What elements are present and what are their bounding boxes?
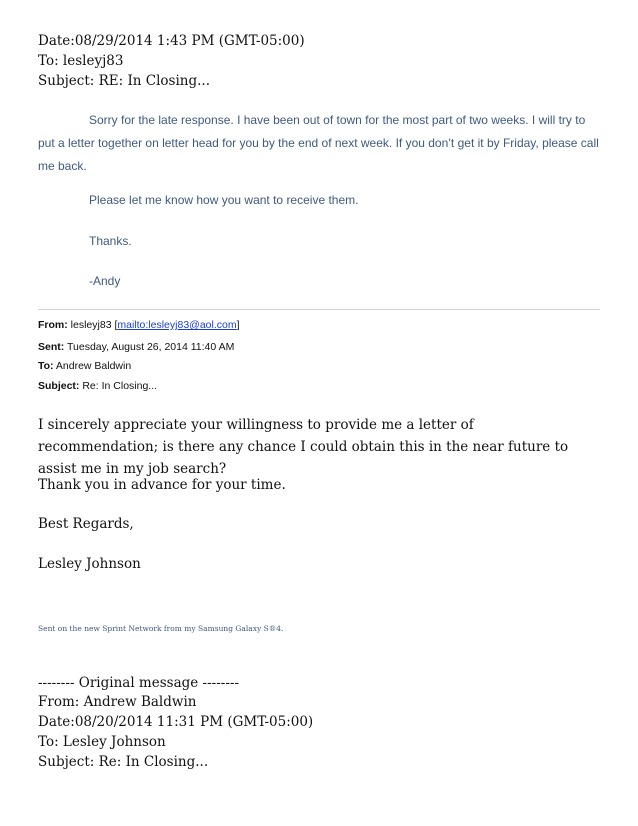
original-subject xyxy=(38,380,157,392)
forwarded-subject: Subject: Re: In Closing... xyxy=(38,754,209,770)
reply-to: To: lesleyj83 xyxy=(38,53,124,69)
original-from-label: From: xyxy=(38,319,68,331)
original-subject-value: Re: In Closing... xyxy=(82,380,158,392)
separator-rule xyxy=(38,309,600,310)
original-to xyxy=(38,360,131,372)
forwarded-from: From: Andrew Baldwin xyxy=(38,694,197,710)
sent-from-device: Sent on the new Sprint Network from my Samsung Galaxy S®4. xyxy=(38,624,284,633)
lesley-paragraph-1: I sincerely appreciate your willingness to provide me a letter of recommendation; is there any chance I could obtain this in the near future to assist me in my job search? xyxy=(38,417,569,477)
original-sent-value: Tuesday, August 26, 2014 11:40 AM xyxy=(66,341,235,353)
original-to-value: Andrew Baldwin xyxy=(55,360,132,372)
reply-subject: Subject: RE: In Closing... xyxy=(38,73,210,89)
forwarded-date: Date:08/20/2014 11:31 PM (GMT-05:00) xyxy=(38,714,314,730)
forwarded-to: To: Lesley Johnson xyxy=(38,734,166,750)
lesley-name: Lesley Johnson xyxy=(38,556,141,572)
lesley-closing: Best Regards, xyxy=(38,516,134,532)
original-from xyxy=(38,319,240,331)
original-sent-label: Sent: xyxy=(38,341,65,353)
andy-signature: -Andy xyxy=(89,274,121,288)
original-to-label: To: xyxy=(38,360,54,372)
original-message-divider: -------- Original message -------- xyxy=(38,675,240,691)
andy-thanks: Thanks. xyxy=(89,234,132,248)
andy-paragraph-1: Sorry for the late response. I have been out of town for the most part of two weeks. I will try to put a letter together on letter head for you by the end of next week. If you don’t get it by Friday, please call me back. xyxy=(38,113,599,173)
original-subject-label: Subject: xyxy=(38,380,80,392)
original-sent xyxy=(38,341,234,353)
lesley-paragraph-2: Thank you in advance for your time. xyxy=(38,477,286,493)
original-from-mailto-link[interactable]: mailto:lesleyj83@aol.com xyxy=(117,319,237,331)
andy-paragraph-2: Please let me know how you want to receive them. xyxy=(89,193,359,207)
reply-date: Date:08/29/2014 1:43 PM (GMT-05:00) xyxy=(38,33,305,49)
original-from-value: lesleyj83 [ xyxy=(70,319,118,331)
original-from-close: ] xyxy=(236,319,240,331)
